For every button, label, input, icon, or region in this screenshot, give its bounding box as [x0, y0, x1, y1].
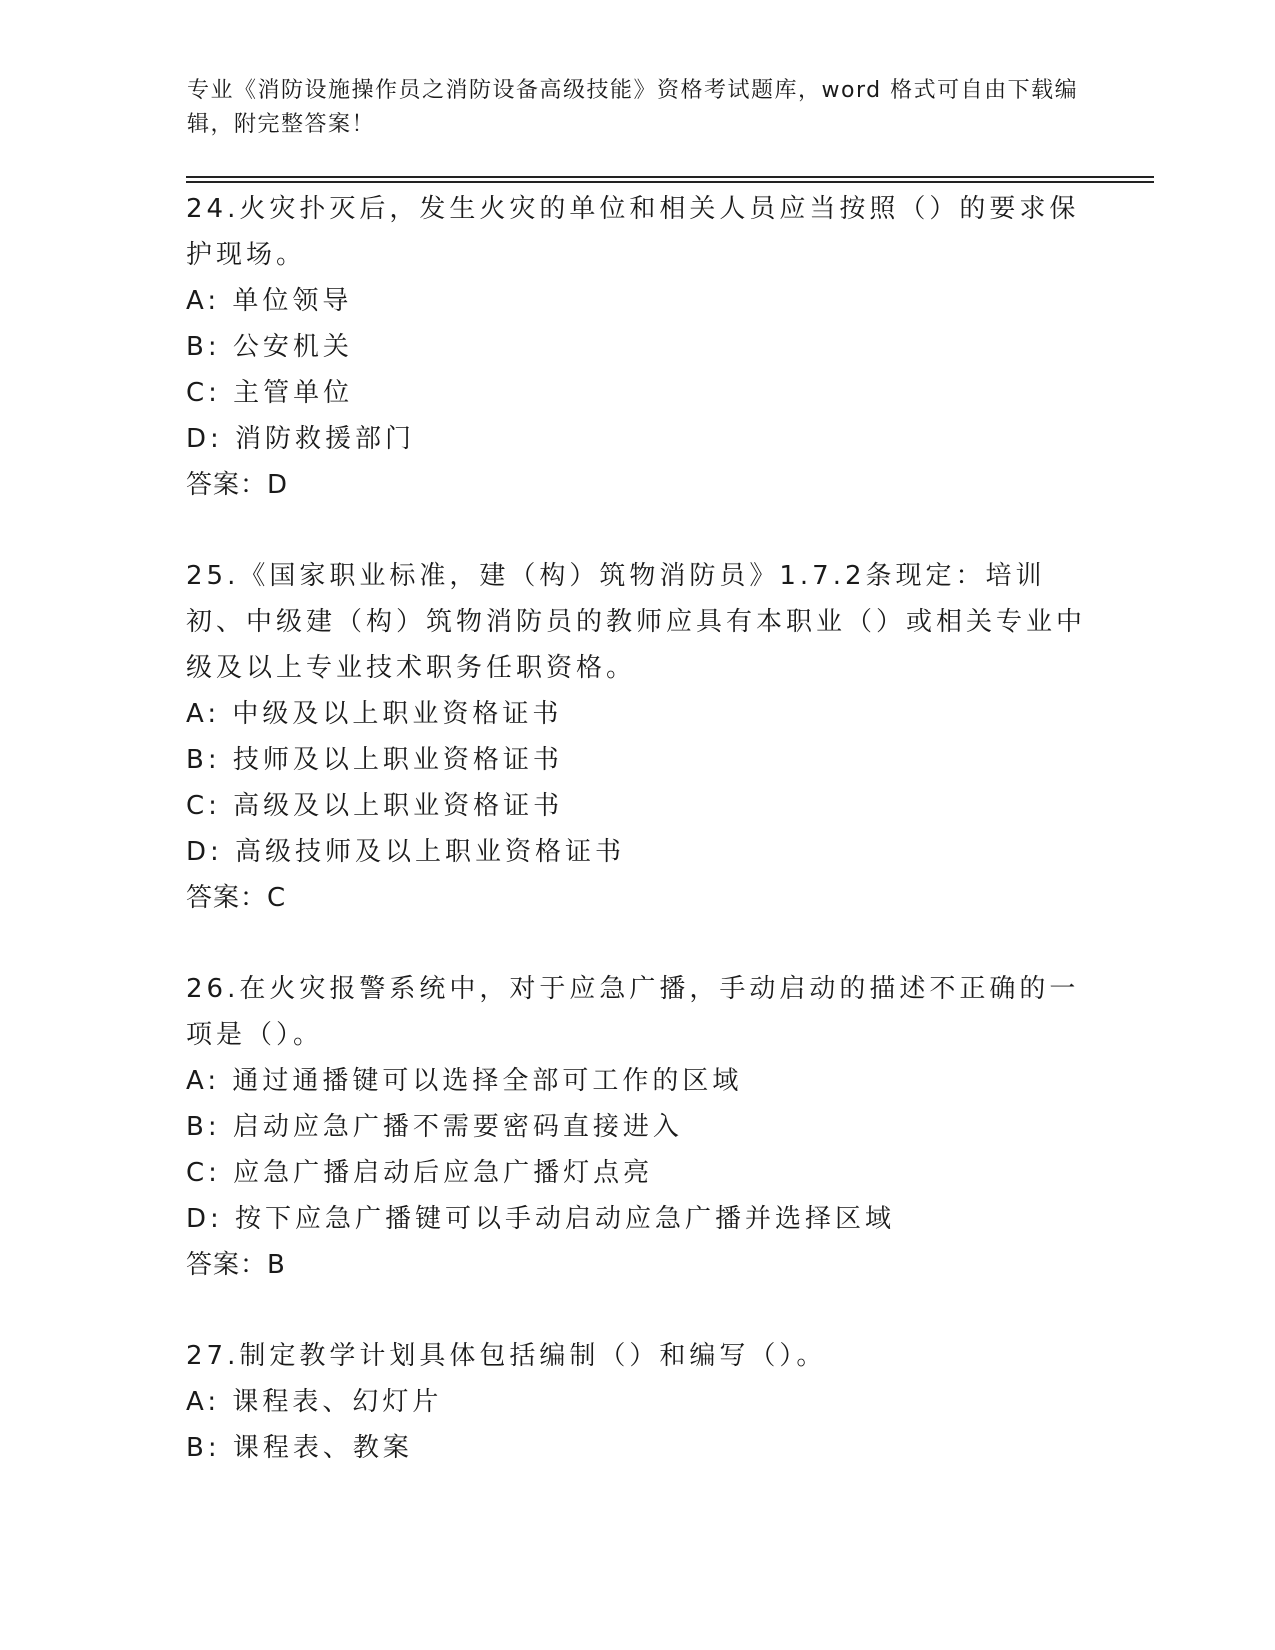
option-d: D: 按下应急广播键可以手动启动应急广播并选择区域: [186, 1204, 896, 1234]
header-divider-bottom: [186, 181, 1154, 183]
question-stem: 26.在火灾报警系统中，对于应急广播，手动启动的描述不正确的一项是（）。: [186, 974, 1080, 1050]
option-c: C: 高级及以上职业资格证书: [186, 791, 564, 821]
option-b: B: 技师及以上职业资格证书: [186, 745, 563, 775]
option-d: D: 消防救援部门: [186, 424, 416, 454]
option-a: A: 课程表、幻灯片: [186, 1387, 443, 1417]
answer: 答案：D: [186, 470, 289, 500]
question-list: [186, 186, 1086, 1471]
question-27: [186, 1333, 1086, 1471]
answer: 答案：C: [186, 883, 287, 913]
question-25: [186, 553, 1086, 921]
option-a: A: 单位领导: [186, 286, 353, 316]
option-c: C: 主管单位: [186, 378, 354, 408]
header-divider-top: [186, 176, 1154, 178]
option-c: C: 应急广播启动后应急广播灯点亮: [186, 1158, 654, 1188]
option-b: B: 课程表、教案: [186, 1433, 413, 1463]
option-b: B: 启动应急广播不需要密码直接进入: [186, 1112, 683, 1142]
question-stem: 27.制定教学计划具体包括编制（）和编写（）。: [186, 1341, 827, 1371]
question-24: [186, 186, 1086, 508]
option-d: D: 高级技师及以上职业资格证书: [186, 837, 626, 867]
document-intro: 专业《消防设施操作员之消防设备高级技能》资格考试题库，word 格式可自由下载编辑，附完整答案！: [187, 78, 1079, 137]
question-stem: 24.火灾扑灭后，发生火灾的单位和相关人员应当按照（）的要求保护现场。: [186, 194, 1080, 270]
question-26: [186, 966, 1086, 1288]
option-a: A: 通过通播键可以选择全部可工作的区域: [186, 1066, 743, 1096]
option-b: B: 公安机关: [186, 332, 353, 362]
answer: 答案：B: [186, 1250, 286, 1280]
question-stem: 25.《国家职业标准，建（构）筑物消防员》1.7.2条现定：培训初、中级建（构）筑物消防员的教师应具有本职业（）或相关专业中级及以上专业技术职务任职资格。: [186, 561, 1087, 683]
option-a: A: 中级及以上职业资格证书: [186, 699, 563, 729]
